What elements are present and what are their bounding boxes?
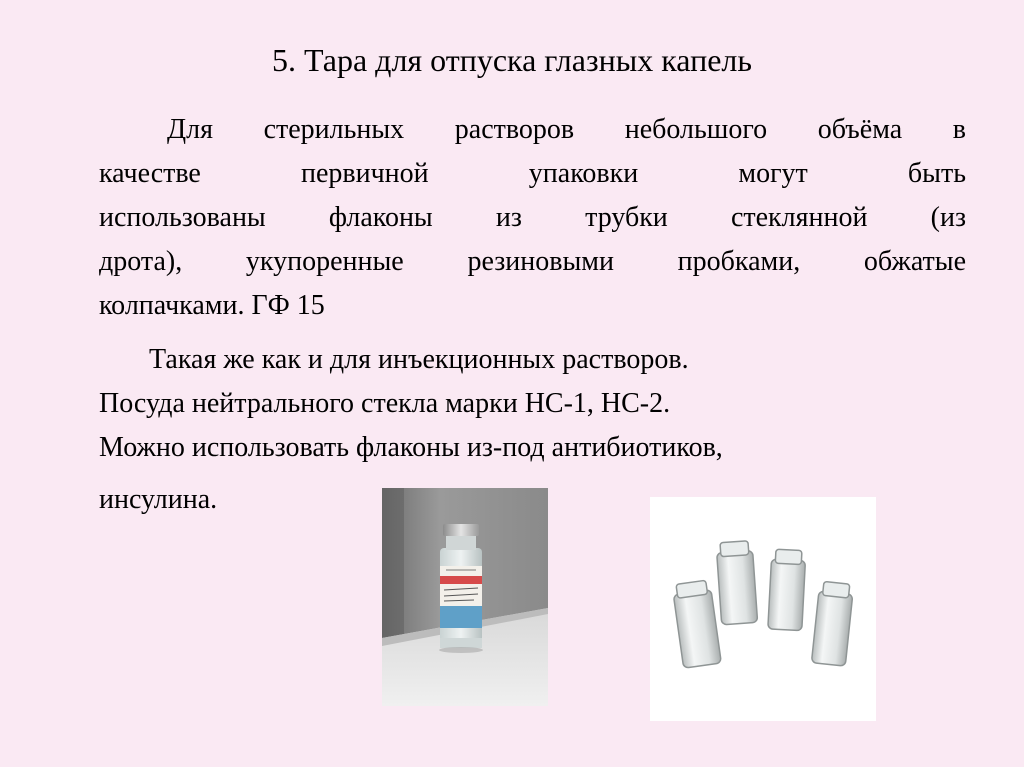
- glass-vials-image: [650, 497, 876, 721]
- vial-photo: [382, 488, 548, 706]
- paragraph-line: Для стерильных растворов небольшого объёма в: [167, 114, 966, 145]
- paragraph-sterile-solutions: [99, 108, 966, 328]
- paragraph-line: использованы флаконы из трубки стеклянной (из: [99, 202, 966, 233]
- paragraph-line: Можно использовать флаконы из-под антибиотиков,: [99, 432, 723, 463]
- glass-vials-icon: [650, 497, 876, 721]
- paragraph-line: дрота), укупоренные резиновыми пробками, обжатые: [99, 246, 966, 277]
- paragraph-line: качестве первичной упаковки могут быть: [99, 158, 966, 189]
- slide-title: 5. Тара для отпуска глазных капель: [272, 42, 752, 78]
- paragraph-line: Такая же как и для инъекционных растворов.: [149, 344, 689, 375]
- paragraph-line: инсулина.: [99, 484, 218, 515]
- vial-photo-icon: [382, 488, 548, 706]
- paragraph-line: колпачками. ГФ 15: [99, 290, 325, 321]
- paragraph-line: Посуда нейтрального стекла марки НС-1, НС-2.: [99, 388, 671, 419]
